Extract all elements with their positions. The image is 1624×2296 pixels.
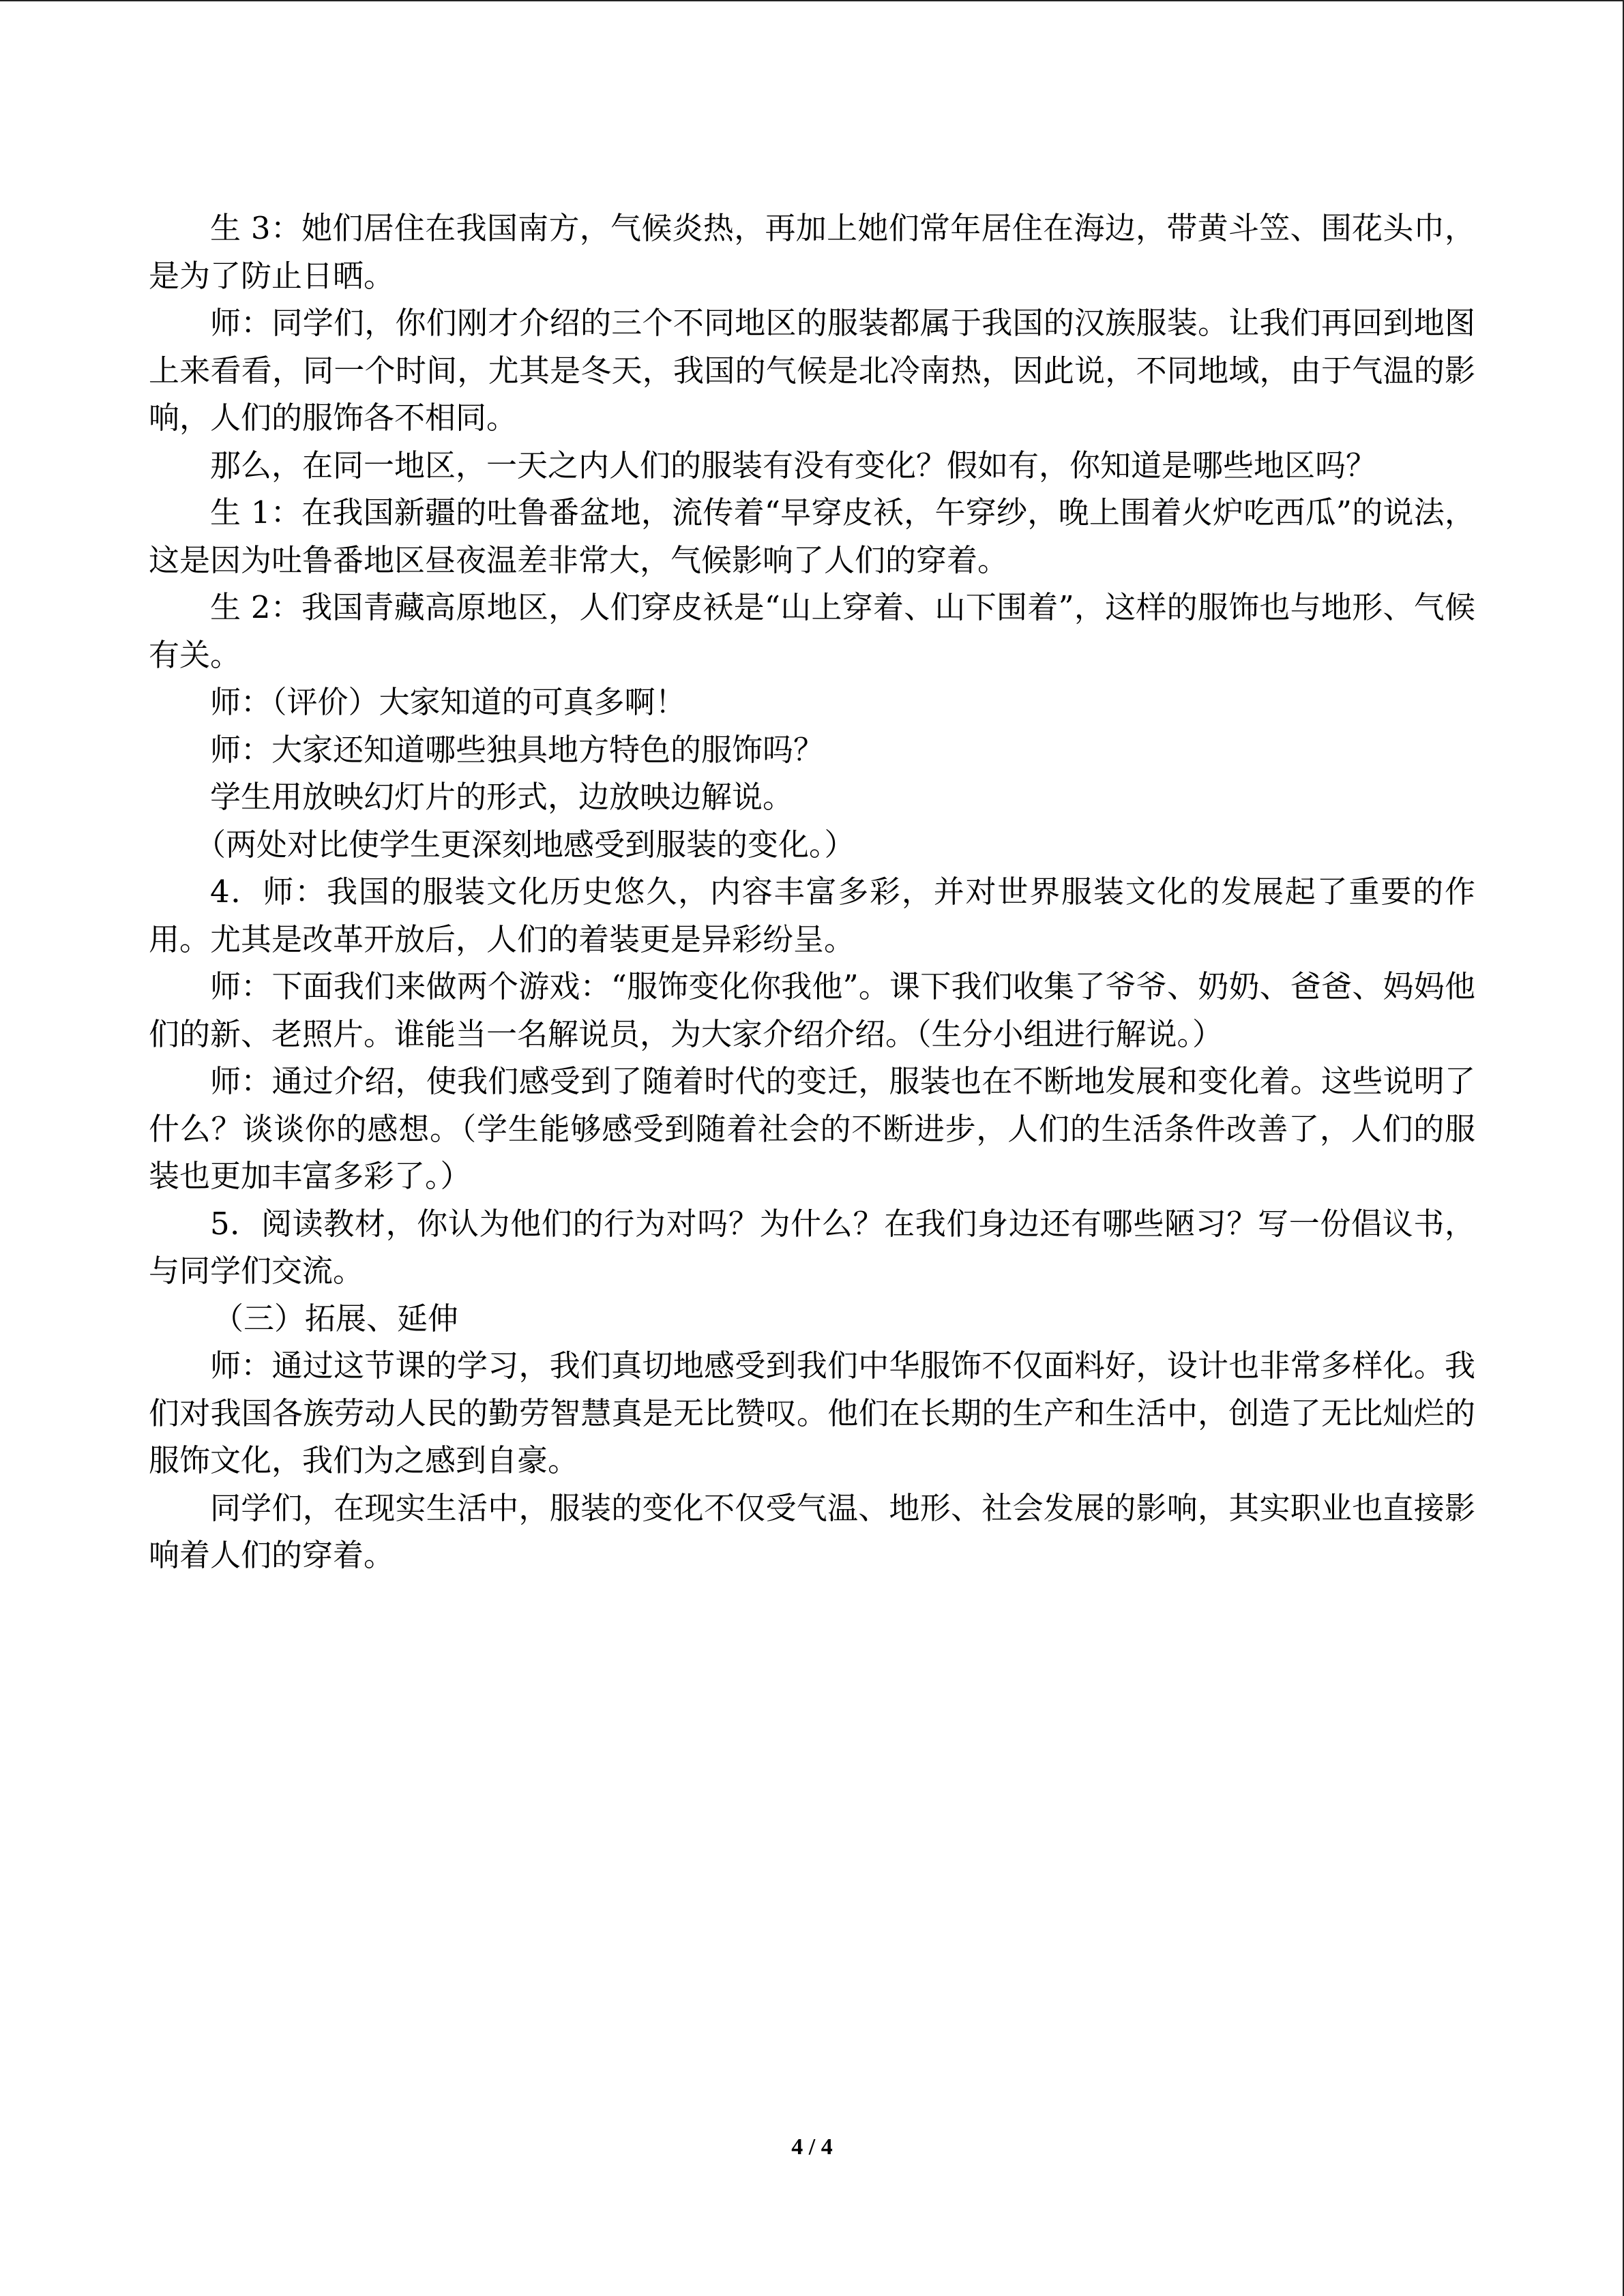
paragraph-student-3: 生 3：她们居住在我国南方，气候炎热，再加上她们常年居住在海边，带黄斗笠、围花头巾，是为了防止日晒。 bbox=[149, 210, 1475, 294]
page-border-top bbox=[0, 0, 1624, 1]
paragraph-closing: 同学们，在现实生活中，服装的变化不仅受气温、地形、社会发展的影响，其实职业也直接影响着人们的穿着。 bbox=[149, 1489, 1475, 1573]
paragraph-game: 师：下面我们来做两个游戏：“服饰变化你我他”。课下我们收集了爷爷、奶奶、爸爸、妈妈他们的新、老照片。谁能当一名解说员，为大家介绍介绍。（生分小组进行解说。） bbox=[149, 968, 1475, 1052]
paragraph-teacher-question: 师：大家还知道哪些独具地方特色的服饰吗？ bbox=[210, 731, 825, 768]
section-heading-extension: （三）拓展、延伸 bbox=[213, 1300, 459, 1337]
paragraph-student-1-turpan: 生 1：在我国新疆的吐鲁番盆地，流传着“早穿皮袄，午穿纱，晚上围着火炉吃西瓜”的说法，这是因为吐鲁番地区昼夜温差非常大，气候影响了人们的穿着。 bbox=[149, 494, 1475, 578]
paragraph-student-2-tibet: 生 2：我国青藏高原地区，人们穿皮袄是“山上穿着、山下围着”，这样的服饰也与地形、气候有关。 bbox=[149, 589, 1475, 673]
paragraph-reflection: 师：通过介绍，使我们感受到了随着时代的变迁，服装也在不断地发展和变化着。这些说明了什么？谈谈你的感想。（学生能够感受到随着社会的不断进步，人们的生活条件改善了，人们的服装也更加丰富多彩了。） bbox=[149, 1063, 1475, 1194]
page-number: 4 / 4 bbox=[791, 2134, 833, 2160]
paragraph-teacher-evaluation: 师：（评价）大家知道的可真多啊！ bbox=[210, 684, 686, 720]
paragraph-step-5: 5．阅读教材，你认为他们的行为对吗？为什么？在我们身边还有哪些陋习？写一份倡议书，与同学们交流。 bbox=[149, 1205, 1475, 1289]
paragraph-question-same-region: 那么，在同一地区，一天之内人们的服装有没有变化？假如有，你知道是哪些地区吗？ bbox=[210, 447, 1377, 483]
document-body bbox=[149, 205, 1475, 1579]
paragraph-comparison-note: （两处对比使学生更深刻地感受到服装的变化。） bbox=[195, 826, 855, 863]
paragraph-teacher-map: 师：同学们，你们刚才介绍的三个不同地区的服装都属于我国的汉族服装。让我们再回到地图上来看看，同一个时间，尤其是冬天，我国的气候是北冷南热，因此说，不同地域，由于气温的影响，人们的服饰各不相同。 bbox=[149, 305, 1475, 436]
paragraph-step-4: 4．师：我国的服装文化历史悠久，内容丰富多彩，并对世界服装文化的发展起了重要的作用。尤其是改革开放后，人们的着装更是异彩纷呈。 bbox=[149, 874, 1475, 957]
paragraph-slideshow: 学生用放映幻灯片的形式，边放映边解说。 bbox=[210, 779, 794, 815]
paragraph-summary: 师：通过这节课的学习，我们真切地感受到我们中华服饰不仅面料好，设计也非常多样化。我们对我国各族劳动人民的勤劳智慧真是无比赞叹。他们在长期的生产和生活中，创造了无比灿烂的服饰文化，我们为之感到自豪。 bbox=[149, 1347, 1475, 1478]
